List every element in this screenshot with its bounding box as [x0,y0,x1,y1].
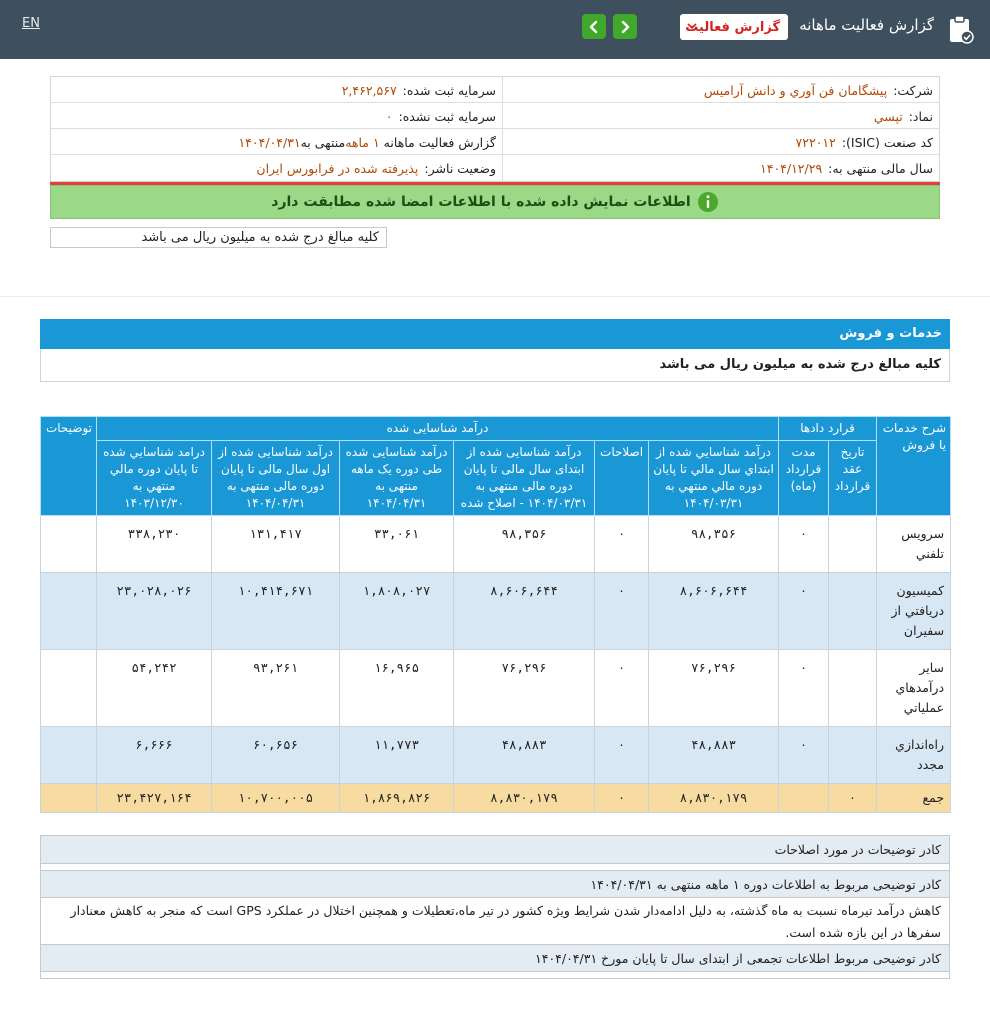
row-notes [41,727,97,784]
section-units-note: کلیه مبالغ درج شده به میلیون ریال می باشد [40,349,950,382]
report-period-value: ۱ ماهه [345,134,380,150]
total-corrections: ۰ [595,784,649,813]
service-name: راه‌اندازي مجدد [877,727,951,784]
period-notes-title: کادر توضیحی مربوط به اطلاعات دوره ۱ ماهه منتهی به ۱۴۰۴/۰۴/۳۱ [41,870,949,898]
ytd-current: ۶۰,۶۵۶ [212,727,340,784]
total-ytd-previous-corrected: ۸,۸۳۰,۱۷۹ [454,784,595,813]
capital-unregistered-label: سرمایه ثبت نشده: [398,108,496,124]
header-ytd-previous-corrected: درآمد شناسایی شده از ابتدای سال مالی تا پایان دوره مالی منتهی به ۱۴۰۴/۰۳/۳۱ - اصلاح شده [454,441,595,516]
ytd-current: ۱۳۱,۴۱۷ [212,516,340,573]
contract-duration: ۰ [779,650,829,727]
corrections: ۰ [595,516,649,573]
units-note: کلیه مبالغ درج شده به میلیون ریال می باشد [50,227,387,248]
month-revenue: ۱۱,۷۷۳ [340,727,454,784]
ytd-previous: ۴۸,۸۸۳ [649,727,779,784]
ytd-previous-corrected: ۴۸,۸۸۳ [454,727,595,784]
company-value: پیشگامان فن آوري و دانش آراميس [703,82,888,98]
row-notes [41,516,97,573]
header-month: درآمد شناسایی شده طی دوره یک ماهه منتهی به ۱۴۰۴/۰۴/۳۱ [340,441,454,516]
info-row [51,129,939,155]
ytd-current: ۹۳,۲۶۱ [212,650,340,727]
row-notes [41,573,97,650]
contract-duration: ۰ [779,516,829,573]
ytd-previous-corrected: ۷۶,۲۹۶ [454,650,595,727]
report-period-prefix: گزارش فعالیت ماهانه [383,134,496,150]
service-name: ساير درآمدهاي عملياتي [877,650,951,727]
capital-unregistered-value: ۰ [385,108,393,124]
table-row [41,516,951,573]
header-ytd-current: درآمد شناسایی شده از اول سال مالی تا پایان دوره مالی منتهی به ۱۴۰۴/۰۴/۳۱ [212,441,340,516]
total-label: جمع [877,784,951,813]
header-corrections: اصلاحات [595,441,649,516]
info-row [51,155,939,181]
period-notes-body: کاهش درآمد تیرماه نسبت به ماه گذشته، به دلیل ادامه‌دار شدن شرایط ویژه کشور در تیر ماه،تعطیلات و همچنین اختلال در عملکرد GPS است که منجر به کاهش معنادار سفرها در این بازه شده است. [41,898,949,944]
contract-duration: ۰ [779,573,829,650]
page-title: گزارش فعالیت ماهانه [799,16,934,34]
previous-year: ۵۴,۲۴۲ [97,650,212,727]
total-notes [41,784,97,813]
industry-label: کد صنعت (ISIC): [841,134,933,150]
month-revenue: ۱,۸۰۸,۰۲۷ [340,573,454,650]
verification-alert [50,185,940,219]
total-previous-year: ۲۳,۴۲۷,۱۶۴ [97,784,212,813]
service-name: سرويس تلفني [877,516,951,573]
previous-year: ۲۳,۰۲۸,۰۲۶ [97,573,212,650]
total-contract-duration [779,784,829,813]
contract-date [829,516,877,573]
language-toggle[interactable]: EN [22,16,40,31]
header-service: شرح خدمات یا فروش [877,417,951,516]
table-row [41,727,951,784]
header-contracts: قرارد دادها [779,417,877,441]
report-type-value: گزارش فعالیت [685,19,780,35]
chevron-right-icon [618,20,632,34]
divider [0,296,990,297]
capital-registered-value: ۲,۴۶۲,۵۶۷ [341,82,397,98]
info-icon [697,191,719,213]
corrections: ۰ [595,573,649,650]
publisher-status-label: وضعیت ناشر: [424,160,496,176]
header-recognized-revenue: درآمد شناسایی شده [97,417,779,441]
contract-duration: ۰ [779,727,829,784]
top-bar [0,0,990,59]
previous-year: ۶,۶۶۶ [97,727,212,784]
symbol-value: تپسي [873,108,903,124]
next-report-button[interactable] [613,14,637,39]
alert-text: اطلاعات نمایش داده شده با اطلاعات امضا شده مطابقت دارد [271,194,691,210]
header-previous-year: درامد شناسايي شده تا پايان دوره مالي منتهي به ۱۴۰۳/۱۲/۳۰ [97,441,212,516]
total-ytd-current: ۱۰,۷۰۰,۰۰۵ [212,784,340,813]
total-row [41,784,951,813]
explanations-box [40,835,950,979]
corrections: ۰ [595,727,649,784]
services-sales-table [40,416,951,813]
report-type-select[interactable] [680,14,788,40]
row-notes [41,650,97,727]
publisher-status-value: پذیرفته شده در فرابورس ایران [256,160,419,176]
fiscal-year-label: سال مالی منتهی به: [828,160,933,176]
ytd-previous-corrected: ۸,۶۰۶,۶۴۴ [454,573,595,650]
service-name: كميسيون دريافتي از سفيران [877,573,951,650]
ytd-previous-corrected: ۹۸,۳۵۶ [454,516,595,573]
corrections: ۰ [595,650,649,727]
chevron-left-icon [587,20,601,34]
total-contract-date: ۰ [829,784,877,813]
previous-year: ۳۳۸,۲۳۰ [97,516,212,573]
header-notes: توضیحات [41,417,97,516]
fiscal-year-value: ۱۴۰۴/۱۲/۲۹ [760,160,823,176]
ytd-current: ۱۰,۴۱۴,۶۷۱ [212,573,340,650]
previous-report-button[interactable] [582,14,606,39]
header-contract-duration: مدت قرارداد (ماه) [779,441,829,516]
table-row [41,573,951,650]
report-period-date: ۱۴۰۴/۰۴/۳۱ [238,134,301,150]
company-label: شرکت: [893,82,933,98]
header-ytd-previous: درآمد شناسايي شده از ابتداي سال مالي تا پايان دوره مالي منتهي به ۱۴۰۴/۰۳/۳۱ [649,441,779,516]
table-row [41,650,951,727]
contract-date [829,650,877,727]
report-period-middle: منتهی به [300,134,346,150]
clipboard-check-icon [948,14,974,44]
ytd-previous: ۹۸,۳۵۶ [649,516,779,573]
total-ytd-previous: ۸,۸۳۰,۱۷۹ [649,784,779,813]
corrections-notes-title: کادر توضیحات در مورد اصلاحات [41,836,949,864]
symbol-label: نماد: [908,108,933,124]
cumulative-notes-title: کادر توضیحی مربوط اطلاعات تجمعی از ابتدای سال تا پایان مورخ ۱۴۰۴/۰۴/۳۱ [41,944,949,972]
info-row [51,77,939,103]
ytd-previous: ۷۶,۲۹۶ [649,650,779,727]
contract-date [829,573,877,650]
month-revenue: ۱۶,۹۶۵ [340,650,454,727]
month-revenue: ۳۳,۰۶۱ [340,516,454,573]
total-month-revenue: ۱,۸۶۹,۸۲۶ [340,784,454,813]
contract-date [829,727,877,784]
chevron-down-icon [687,21,697,31]
company-info-grid [50,76,940,182]
capital-registered-label: سرمایه ثبت شده: [402,82,496,98]
section-title: خدمات و فروش [40,319,950,349]
header-contract-date: تاریخ عقد قرارداد [829,441,877,516]
industry-value: ۷۲۲۰۱۲ [795,134,836,150]
info-row [51,103,939,129]
ytd-previous: ۸,۶۰۶,۶۴۴ [649,573,779,650]
